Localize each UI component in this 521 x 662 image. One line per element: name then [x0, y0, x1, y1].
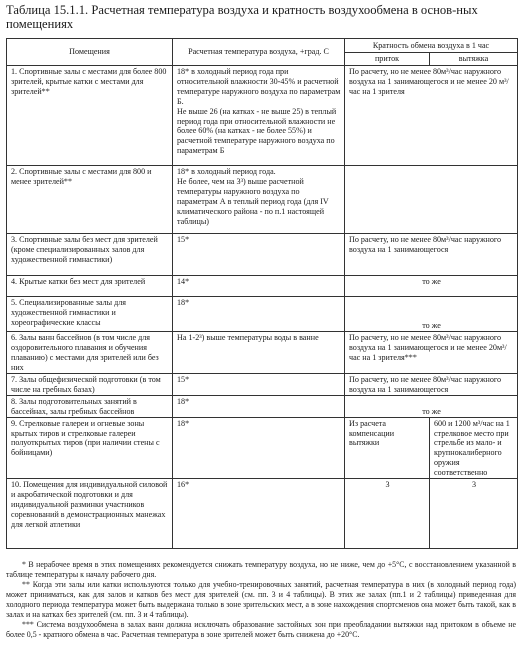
table-row — [7, 417, 518, 478]
temperature-text: 18* в холодный период года при относительной влажности 30-45% и расчетной температуре наружного воздуха по параметрам Б. — [177, 67, 341, 106]
footnote: *** Система воздухообмена в залах ванн должна исключать образование застойных зон при преобладании вытяжки над притоком в объеме не более 0,5 - кратного обмена в час. Расчетная температура в зоне зрителей может быть снижена до +20°С. — [6, 620, 516, 639]
table-row — [7, 297, 518, 332]
room-cell: 8. Залы подготовительных занятий в бассейнах, залы гребных бассейнов — [7, 395, 173, 417]
table-row — [7, 234, 518, 276]
temperature-cell: На 1-2³) выше температуры воды в ванне — [173, 332, 345, 374]
room-cell: 2. Спортивные залы с местами для 800 и менее зрителей** — [7, 166, 173, 234]
temperature-text: 18* в холодный период года. — [177, 167, 276, 176]
air-exchange-cell: то же — [345, 276, 518, 297]
header-temperature: Расчетная температура воздуха, +град. С — [173, 39, 345, 66]
room-cell: 6. Залы ванн бассейнов (в том числе для оздоровительного плавания и обучения плаванию) с местами для зрителей или без них — [7, 332, 173, 374]
header-air-exchange: Кратность обмена воздуха в 1 час — [345, 39, 518, 53]
temperature-cell: 14* — [173, 276, 345, 297]
header-exhaust: вытяжка — [430, 53, 518, 66]
footnote: * В нерабочее время в этих помещениях рекомендуется снижать температуру воздуха, но не ниже, чем до +5°С, с восстановлением указанной в таблице температуры к началу рабочего дня. — [6, 560, 516, 579]
temperature-text: Не более, чем на 3³) выше расчетной температуры наружного воздуха по параметрам А в теплый период года (для IV климатического района - по п.1 настоящей таблицы) — [177, 176, 329, 226]
room-cell: 9. Стрелковые галереи и огневые зоны крытых тиров и стрелковые галереи полуоткрытых тиров (при наличии стены с бойницами) — [7, 417, 173, 478]
temperature-cell: 16* — [173, 479, 345, 549]
room-cell: 3. Спортивные залы без мест для зрителей (кроме специализированных залов для художественной гимнастики) — [7, 234, 173, 276]
temperature-cell — [173, 66, 345, 166]
air-exchange-cell: По расчету, но не менее 80м³/час наружного воздуха на 1 занимающегося — [345, 234, 518, 276]
supply-cell: Из расчета компенсации вытяжки — [345, 417, 430, 478]
temperature-cell: 18* — [173, 297, 345, 332]
exhaust-cell: 3 — [430, 479, 518, 549]
air-exchange-cell: По расчету, но не менее 80м³/час наружного воздуха на 1 занимающегося и не менее 20 м³/час на 1 зрителя — [345, 66, 518, 166]
footnotes — [6, 560, 516, 640]
room-cell: 4. Крытые катки без мест для зрителей — [7, 276, 173, 297]
temperature-cell: 18* — [173, 417, 345, 478]
air-exchange-cell — [345, 166, 518, 234]
footnote: ** Когда эти залы или катки используются только для учебно-тренировочных занятий, расчетная температура в них (в холодный период года) может приниматься, как для залов и катков без мест для зрителей (см. пп. 3 и 4 таблицы). В этих же залах (пп.1 и 2 таблицы) приведенная для холодного периода температура может быть выдержана только в зоне зрительских мест, а в зоне нахождения спортсменов она может быть такой, как в залах и на катках без зрителей (см. пп. 3 и 4 таблицы). — [6, 580, 516, 619]
table-row — [7, 332, 518, 374]
header-rooms: Помещения — [7, 39, 173, 66]
room-cell: 5. Специализированные залы для художественной гимнастики и хореографические классы — [7, 297, 173, 332]
room-cell: 10. Помещения для индивидуальной силовой и акробатической подготовки и для индивидуальной разминки участников соревнований в демонстрационных манежах для легкой атлетики — [7, 479, 173, 549]
room-cell: 7. Залы общефизической подготовки (в том числе на гребных базах) — [7, 374, 173, 396]
room-cell: 1. Спортивные залы с местами для более 800 зрителей, крытые катки с местами для зрителей** — [7, 66, 173, 166]
table-row — [7, 395, 518, 417]
supply-cell: 3 — [345, 479, 430, 549]
air-exchange-cell: По расчету, но не менее 80м³/час наружного воздуха на 1 занимающегося и не менее 20м³/час на 1 зрителя*** — [345, 332, 518, 374]
table-row — [7, 166, 518, 234]
ventilation-table — [6, 38, 518, 549]
air-exchange-cell: то же — [345, 297, 518, 332]
page-title: Таблица 15.1.1. Расчетная температура воздуха и кратность воздухообмена в основ-ных помещениях — [6, 3, 478, 31]
air-exchange-cell: то же — [345, 395, 518, 417]
table-row — [7, 479, 518, 549]
temperature-cell: 15* — [173, 374, 345, 396]
temperature-text: Не выше 26 (на катках - не выше 25) в теплый период года при относительной влажности не более 60% (на катках - не более 55%) и расчетной температуре наружного воздуха по параметрам Б — [177, 106, 337, 156]
air-exchange-cell: По расчету, но не менее 80м³/час наружного воздуха на 1 занимающегося — [345, 374, 518, 396]
table-row — [7, 276, 518, 297]
table-row — [7, 374, 518, 396]
table-row — [7, 66, 518, 166]
temperature-cell: 18* — [173, 395, 345, 417]
exhaust-cell: 600 и 1200 м³/час на 1 стрелковое место при стрельбе из мало- и крупнокалиберного оружия соответственно — [430, 417, 518, 478]
temperature-cell: 15* — [173, 234, 345, 276]
temperature-cell — [173, 166, 345, 234]
header-supply: приток — [345, 53, 430, 66]
